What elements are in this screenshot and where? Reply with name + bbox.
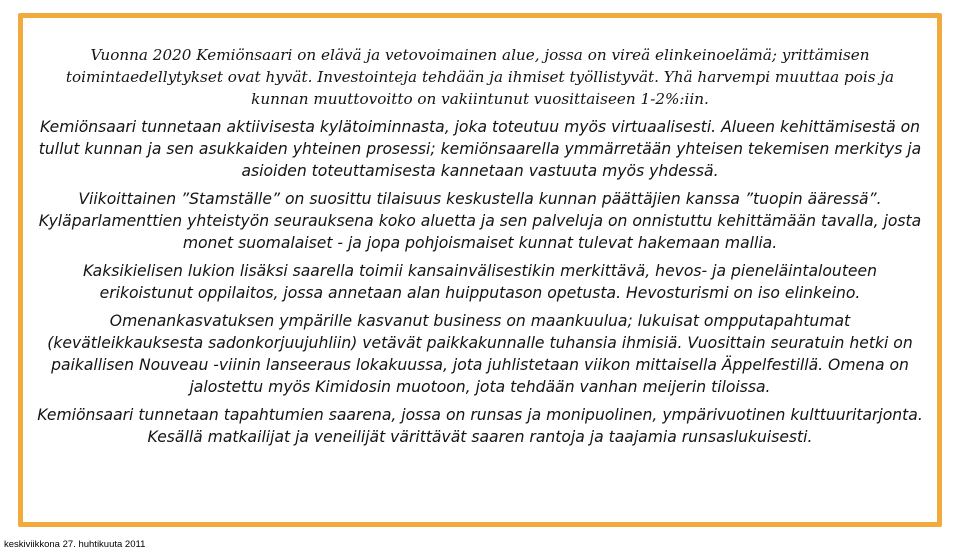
paragraph-apple-business: Omenankasvatuksen ympärille kasvanut business on maankuulua; lukuisat ompputapahtumat (kevätleikkauksesta sadonkorjuujuhliin) vetävät paikkakunnalle tuhansia ihmisiä. Vuosittain seuratuin hetki on paikallisen Nouveau -viinin lanseeraus lokakuussa, jota juhlistetaan viikon mittaisella Äppelfestillä. Omena on jalostettu myös Kimidosin muotoon, jota tehdään vanhan meijerin tiloissa. [47, 312, 913, 396]
paragraph-village-activity: Kemiönsaari tunnetaan aktiivisesta kylätoiminnasta, joka toteutuu myös virtuaalisesti. Alueen kehittämisestä on tullut kunnan ja sen asukkaiden yhteinen prosessi; kemiönsaarella ymmärretään yhteisen tekemisen merkitys ja asioiden toteuttamisesta kannetaan vastuuta myös yhdessä. [38, 118, 922, 180]
slide-frame [18, 13, 942, 527]
paragraph-vision-2020: Vuonna 2020 Kemiönsaari on elävä ja vetovoimainen alue, jossa on vireä elinkeinoelämä; yrittämisen toimintaedellytykset ovat hyvät. Investointeja tehdään ja ihmiset työllistyvät. Yhä harvempi muuttaa pois ja kunnan muuttovoitto on vakiintunut vuosittaiseen 1-2%:iin. [65, 46, 895, 108]
slide-content [23, 44, 937, 448]
paragraph-events: Kemiönsaari tunnetaan tapahtumien saarena, jossa on runsas ja monipuolinen, ympärivuotinen kulttuuritarjonta. Kesällä matkailijat ja veneilijät värittävät saaren rantoja ja taajamia runsaslukuisesti. [37, 406, 923, 446]
paragraph-education: Kaksikielisen lukion lisäksi saarella toimii kansainvälisestikin merkittävä, hevos- ja pieneläintalouteen erikoistunut oppilaitos, jossa annetaan alan huipputason opetusta. Hevosturismi on iso elinkeino. [82, 262, 878, 302]
paragraph-stamstalle: Viikoittainen ”Stamställe” on suosittu tilaisuus keskustella kunnan päättäjien kanssa ”tuopin ääressä”. Kyläparlamenttien yhteistyön seurauksena koko aluetta ja sen palveluja on onnistuttu kehittämään tavalla, josta monet suomalaiset - ja jopa pohjoismaiset kunnat tulevat hakemaan mallia. [38, 190, 922, 252]
footer-date: keskiviikkona 27. huhtikuuta 2011 [4, 539, 146, 550]
